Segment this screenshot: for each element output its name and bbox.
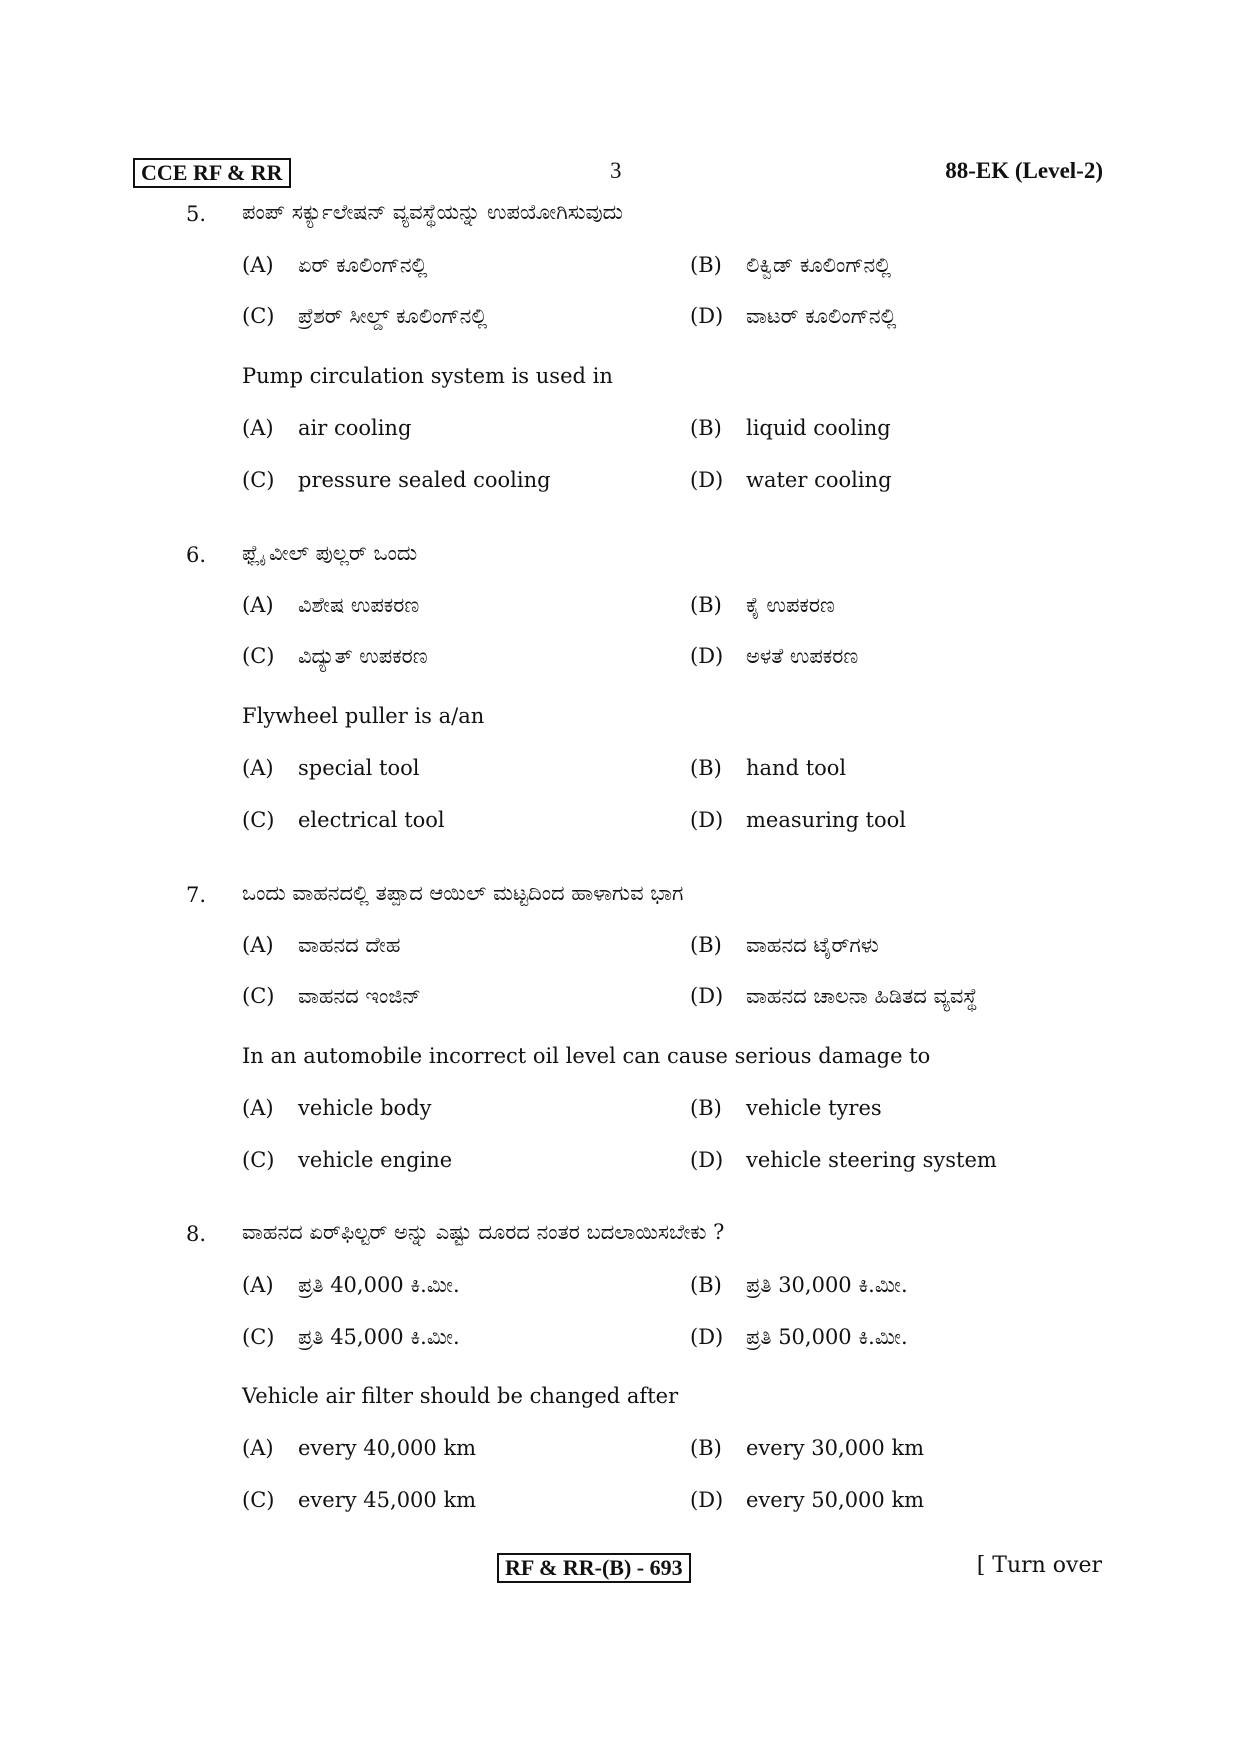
option-kn-a: (A) ವಾಹನದ ದೇಹ (242, 933, 401, 957)
option-en-b: (B) liquid cooling (690, 416, 891, 440)
option-kn-c: (C) ವಾಹನದ ಇಂಜಿನ್ (242, 984, 421, 1008)
option-kn-a: (A) ಏರ್ ಕೂಲಿಂಗ್‌ನಲ್ಲಿ (242, 253, 428, 277)
option-en-a: (A) air cooling (242, 416, 412, 440)
option-en-d: (D) water cooling (690, 468, 892, 492)
option-en-c: (C) electrical tool (242, 808, 445, 832)
question-text-english: In an automobile incorrect oil level can cause serious damage to (242, 1044, 931, 1068)
option-en-b: (B) hand tool (690, 756, 847, 780)
option-kn-b: (B) ಪ್ರತಿ 30,000 ಕಿ.ಮೀ. (690, 1273, 908, 1297)
option-kn-b: (B) ವಾಹನದ ಟೈರ್‌ಗಳು (690, 933, 879, 957)
question-text-english: Vehicle air filter should be changed after (242, 1384, 679, 1408)
option-en-d: (D) vehicle steering system (690, 1148, 997, 1172)
question-number: 8. (186, 1222, 207, 1246)
option-kn-d: (D) ಅಳತೆ ಉಪಕರಣ (690, 644, 859, 668)
option-en-b: (B) every 30,000 km (690, 1436, 925, 1460)
option-kn-c: (C) ಪ್ರತಿ 45,000 ಕಿ.ಮೀ. (242, 1325, 460, 1349)
option-kn-a: (A) ವಿಶೇಷ ಉಪಕರಣ (242, 593, 420, 617)
page-header (133, 156, 1103, 188)
option-kn-b: (B) ಕೈ ಉಪಕರಣ (690, 593, 835, 617)
footer-paper-code-box: RF & RR-(B) - 693 (497, 1553, 691, 1583)
question-text-english: Pump circulation system is used in (242, 364, 613, 388)
question-text-english: Flywheel puller is a/an (242, 704, 485, 728)
option-kn-c: (C) ಪ್ರೆಶರ್ ಸೀಲ್ಡ್ ಕೂಲಿಂಗ್‌ನಲ್ಲಿ (242, 304, 488, 328)
question-text-kannada: ಫ್ಲೈ ವೀಲ್ ಪುಲ್ಲರ್ ಒಂದು (242, 541, 418, 565)
option-kn-a: (A) ಪ್ರತಿ 40,000 ಕಿ.ಮೀ. (242, 1273, 460, 1297)
option-en-a: (A) vehicle body (242, 1096, 432, 1120)
question-text-kannada: ಪಂಪ್ ಸರ್ಕ್ಯುಲೇಷನ್ ವ್ಯವಸ್ಥೆಯನ್ನು ಉಪಯೋಗಿಸುವುದು (242, 200, 623, 224)
page-number: 3 (610, 158, 622, 183)
option-kn-d: (D) ವಾಹನದ ಚಾಲನಾ ಹಿಡಿತದ ವ್ಯವಸ್ಥೆ (690, 984, 978, 1008)
option-en-c: (C) vehicle engine (242, 1148, 453, 1172)
option-en-a: (A) special tool (242, 756, 420, 780)
option-en-b: (B) vehicle tyres (690, 1096, 882, 1120)
option-kn-c: (C) ವಿದ್ಯುತ್ ಉಪಕರಣ (242, 644, 428, 668)
option-en-c: (C) pressure sealed cooling (242, 468, 551, 492)
header-paper-code: 88-EK (Level-2) (945, 158, 1103, 183)
option-en-d: (D) measuring tool (690, 808, 907, 832)
option-kn-d: (D) ಪ್ರತಿ 50,000 ಕಿ.ಮೀ. (690, 1325, 908, 1349)
question-number: 6. (186, 543, 207, 567)
option-kn-d: (D) ವಾಟರ್ ಕೂಲಿಂಗ್‌ನಲ್ಲಿ (690, 304, 897, 328)
option-kn-b: (B) ಲಿಕ್ವಿಡ್ ಕೂಲಿಂಗ್‌ನಲ್ಲಿ (690, 253, 892, 277)
option-en-a: (A) every 40,000 km (242, 1436, 477, 1460)
question-number: 7. (186, 883, 207, 907)
header-exam-code-box: CCE RF & RR (133, 158, 291, 188)
turn-over-label: [ Turn over (976, 1553, 1102, 1578)
option-en-d: (D) every 50,000 km (690, 1488, 925, 1512)
question-number: 5. (186, 202, 207, 226)
question-text-kannada: ಒಂದು ವಾಹನದಲ್ಲಿ ತಪ್ಪಾದ ಆಯಿಲ್ ಮಟ್ಟದಿಂದ ಹಾಳಾಗುವ ಭಾಗ (242, 881, 684, 905)
option-en-c: (C) every 45,000 km (242, 1488, 477, 1512)
question-text-kannada: ವಾಹನದ ಏರ್‌ಫಿಲ್ಟರ್ ಅನ್ನು ಎಷ್ಟು ದೂರದ ನಂತರ ಬದಲಾಯಿಸಬೇಕು ? (242, 1220, 725, 1244)
